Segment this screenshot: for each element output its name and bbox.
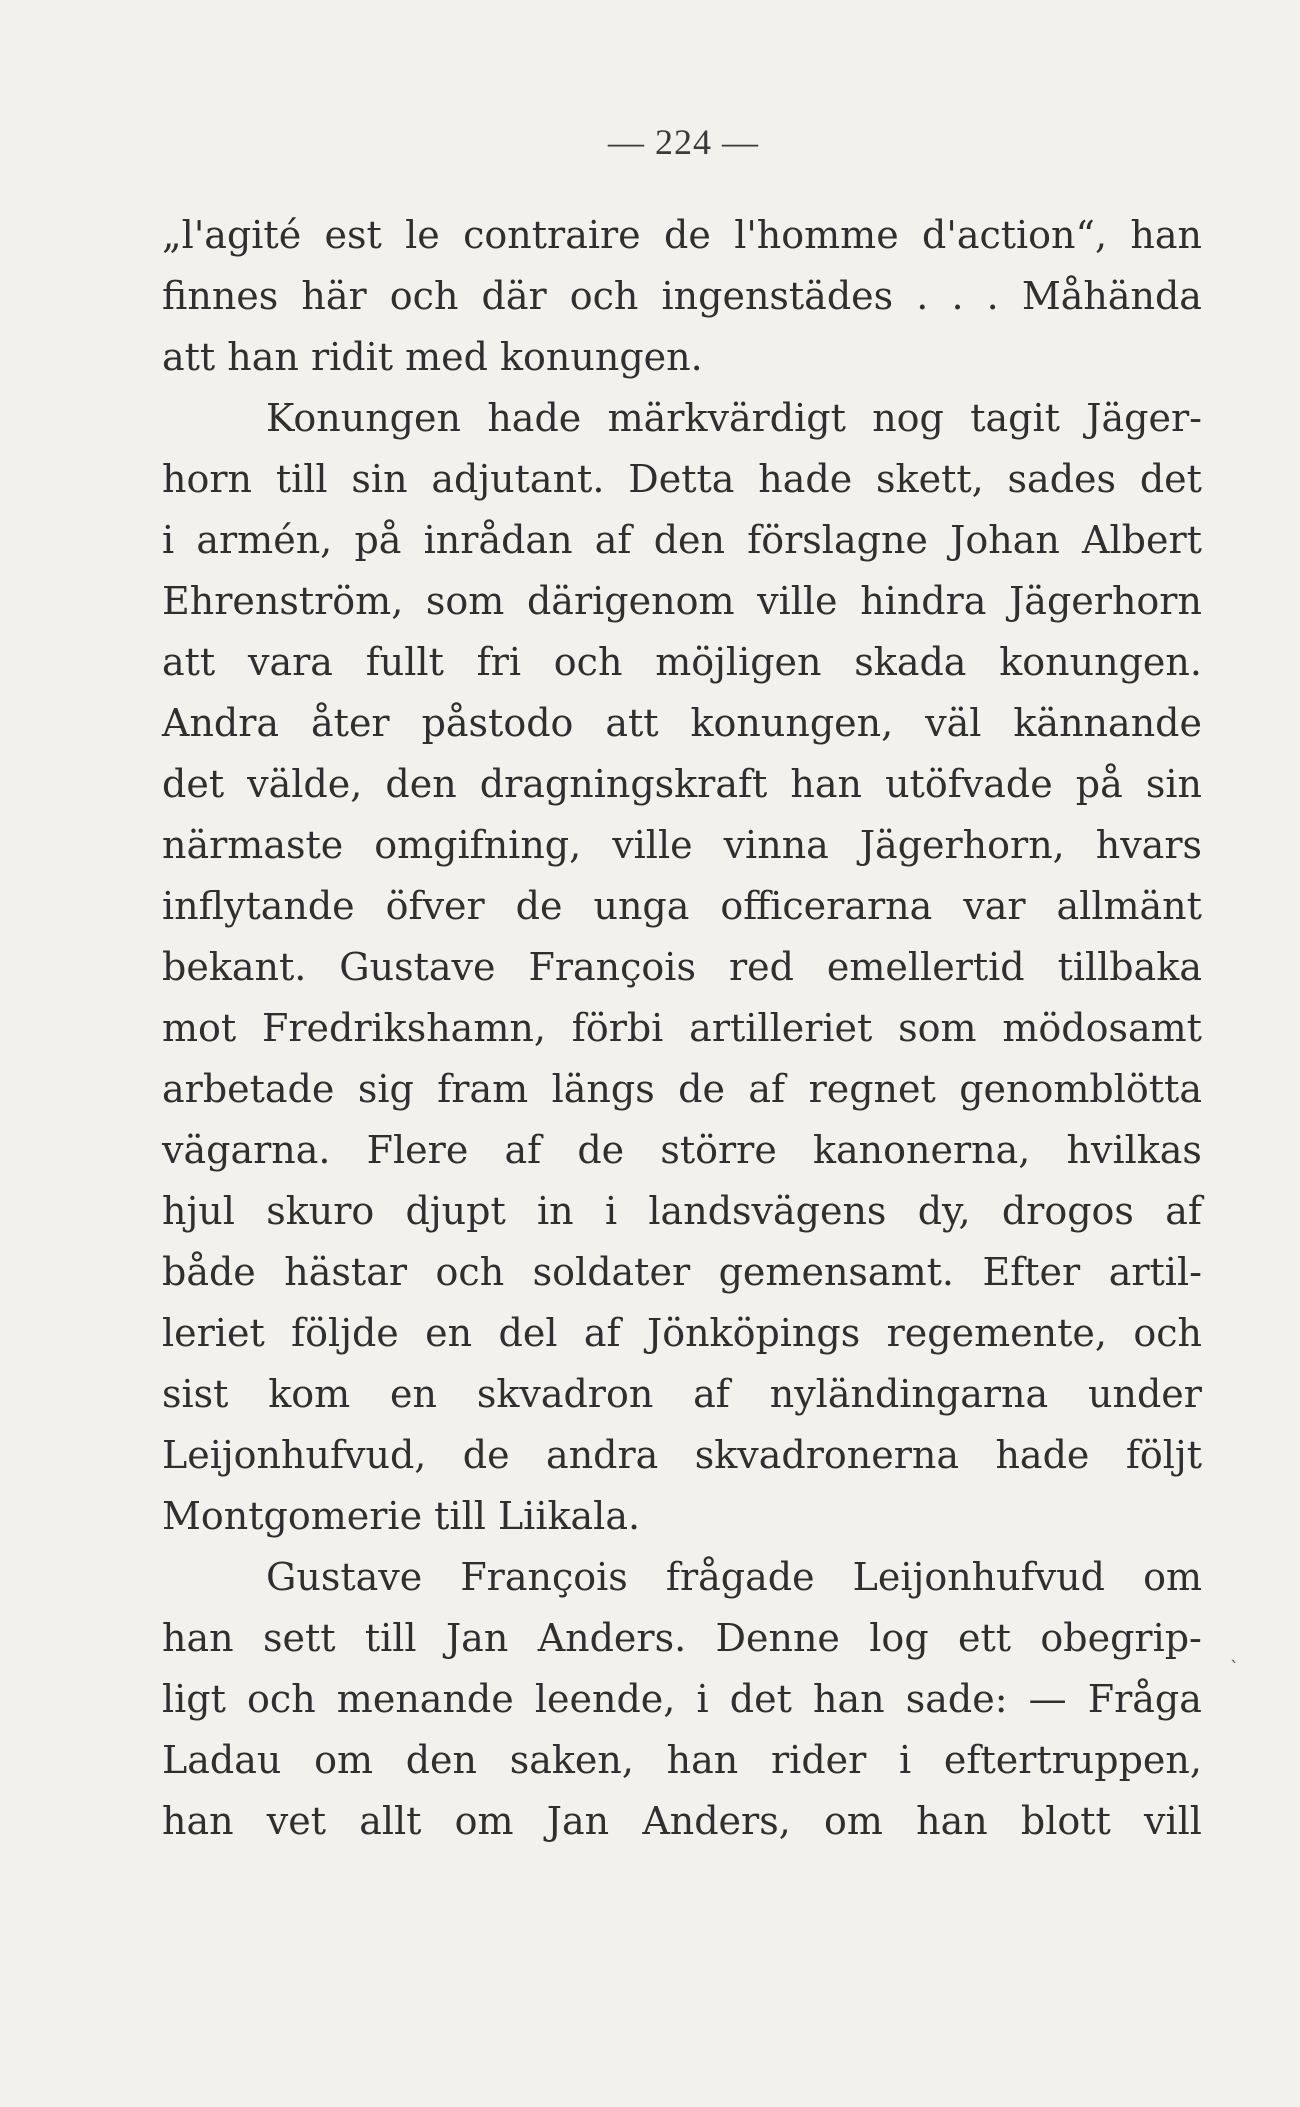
word: ett: [958, 1616, 1012, 1660]
word: arbetade: [162, 1067, 335, 1111]
word: om: [314, 1738, 373, 1782]
word: ingenstädes: [661, 274, 894, 318]
word: i: [899, 1738, 912, 1782]
word: en: [425, 1311, 473, 1355]
word: armén,: [196, 518, 333, 562]
word: landsvägens: [648, 1189, 887, 1233]
word: och: [389, 274, 459, 318]
word: det: [162, 762, 225, 806]
word: fri: [476, 640, 522, 684]
word: red: [728, 945, 794, 989]
word: Albert: [1082, 518, 1202, 562]
word: om: [454, 1799, 514, 1843]
word: både: [162, 1250, 256, 1294]
word: de: [462, 1433, 510, 1477]
word: skvadronerna: [694, 1433, 960, 1477]
word: horn: [162, 457, 252, 501]
word: frågade: [665, 1555, 815, 1599]
word: till: [275, 457, 328, 501]
word: sist: [162, 1372, 229, 1416]
word: här: [301, 274, 367, 318]
word: af: [583, 1311, 621, 1355]
word: skuro: [266, 1189, 375, 1233]
word: kännande: [1013, 701, 1202, 745]
text-line-3: att han ridit med konungen.: [162, 335, 703, 379]
word: saken,: [509, 1738, 634, 1782]
word: Jäger-: [1086, 396, 1202, 440]
word: —: [1028, 1677, 1067, 1721]
text-line-24: [162, 1608, 1202, 1669]
word: Flere: [366, 1128, 469, 1172]
word: i: [162, 518, 175, 562]
word: nyländingarna: [769, 1372, 1049, 1416]
word: .: [951, 274, 964, 318]
word: leriet: [162, 1311, 265, 1355]
word: af: [504, 1128, 542, 1172]
word: ville: [757, 579, 838, 623]
word: djupt: [405, 1189, 506, 1233]
text-line-16: [162, 1120, 1202, 1181]
word: Måhända: [1021, 274, 1202, 318]
word: de: [515, 884, 563, 928]
word: hästar: [284, 1250, 408, 1294]
word: soldater: [532, 1250, 691, 1294]
text-line-25: [162, 1669, 1202, 1730]
word: det: [729, 1677, 792, 1721]
text-line-12: [162, 876, 1202, 937]
word: hjul: [162, 1189, 235, 1233]
word: hade: [758, 457, 853, 501]
word: in: [537, 1189, 574, 1233]
text-line-5: [162, 449, 1202, 510]
word: adjutant.: [431, 457, 605, 501]
text-line-4: [162, 388, 1202, 449]
word: d'action“,: [922, 213, 1108, 257]
word: han: [790, 762, 863, 806]
word: och: [247, 1677, 316, 1721]
word: Leijonhufvud: [852, 1555, 1105, 1599]
word: Fråga: [1087, 1677, 1202, 1721]
word: leende,: [534, 1677, 676, 1721]
word: vägarna.: [162, 1128, 331, 1172]
word: som: [425, 579, 505, 623]
word: en: [390, 1372, 437, 1416]
word: Jägerhorn: [1009, 579, 1202, 623]
word: till: [364, 1616, 417, 1660]
word: omgifning,: [374, 823, 582, 867]
word: tillbaka: [1057, 945, 1202, 989]
word: skett,: [876, 457, 984, 501]
word: påstodo: [421, 701, 574, 745]
word: om: [1143, 1555, 1202, 1599]
text-line-20: [162, 1364, 1202, 1425]
word: Leijonhufvud,: [162, 1433, 427, 1477]
word: Fredrikshamn,: [262, 1006, 546, 1050]
word: Ladau: [162, 1738, 282, 1782]
word: vara: [247, 640, 333, 684]
text-line-6: [162, 510, 1202, 571]
text-line-8: [162, 632, 1202, 693]
word: artil-: [1108, 1250, 1202, 1294]
word: af: [1165, 1189, 1202, 1233]
word: Andra: [162, 701, 280, 745]
word: välde,: [247, 762, 363, 806]
word: och: [569, 274, 639, 318]
word: Gustave: [339, 945, 496, 989]
word: rider: [771, 1738, 867, 1782]
word: han: [812, 1677, 885, 1721]
word: fullt: [365, 640, 444, 684]
text-line-17: [162, 1181, 1202, 1242]
word: han: [162, 1799, 234, 1843]
text-line-19: [162, 1303, 1202, 1364]
word: de: [577, 1128, 625, 1172]
word: Anders.: [537, 1616, 687, 1660]
word: Jönköpings: [646, 1311, 861, 1355]
word: genomblötta: [959, 1067, 1202, 1111]
word: allt: [359, 1799, 422, 1843]
word: hade: [995, 1433, 1090, 1477]
word: bekant.: [162, 945, 307, 989]
word: följt: [1125, 1433, 1202, 1477]
word: på: [1075, 762, 1123, 806]
word: sett: [262, 1616, 336, 1660]
word: och: [435, 1250, 505, 1294]
word: förslagne: [747, 518, 928, 562]
word: vill: [1143, 1799, 1202, 1843]
word: kom: [268, 1372, 351, 1416]
word: af: [748, 1067, 786, 1111]
word: Anders,: [642, 1799, 791, 1843]
word: var: [963, 884, 1026, 928]
word: hade: [487, 396, 582, 440]
word: regnet: [808, 1067, 936, 1111]
word: sig: [357, 1067, 414, 1111]
text-line-13: [162, 937, 1202, 998]
word: gemensamt.: [718, 1250, 954, 1294]
word: unga: [593, 884, 690, 928]
word: sade:: [905, 1677, 1008, 1721]
word: Jan: [546, 1799, 610, 1843]
word: le: [405, 213, 440, 257]
word: finnes: [162, 274, 279, 318]
word: mot: [162, 1006, 237, 1050]
text-line-7: [162, 571, 1202, 632]
word: ville: [612, 823, 693, 867]
word: att: [605, 701, 659, 745]
word: l'homme: [734, 213, 899, 257]
word: tagit: [970, 396, 1060, 440]
word: han: [916, 1799, 988, 1843]
word: konungen,: [690, 701, 894, 745]
word: skvadron: [476, 1372, 654, 1416]
word: de: [664, 213, 711, 257]
word: väl: [925, 701, 982, 745]
word: log: [869, 1616, 929, 1660]
word: inrådan: [423, 518, 573, 562]
word: mödosamt: [1002, 1006, 1202, 1050]
word: Konungen: [266, 396, 461, 440]
text-line-27: [162, 1791, 1202, 1852]
word: fram: [437, 1067, 529, 1111]
word: ligt: [162, 1677, 226, 1721]
word: åter: [311, 701, 390, 745]
word: Jägerhorn,: [859, 823, 1065, 867]
word: Gustave: [266, 1555, 423, 1599]
text-line-2: [162, 266, 1202, 327]
word: den: [653, 518, 725, 562]
word: under: [1088, 1372, 1202, 1416]
word: regemente,: [886, 1311, 1107, 1355]
text-line-18: [162, 1242, 1202, 1303]
word: och: [553, 640, 623, 684]
word: .: [986, 274, 999, 318]
word: obegrip-: [1040, 1616, 1202, 1660]
word: Detta: [628, 457, 735, 501]
word: eftertruppen,: [943, 1738, 1202, 1782]
word: hindra: [860, 579, 987, 623]
word: del: [498, 1311, 558, 1355]
word: på: [354, 518, 402, 562]
word: contraire: [463, 213, 641, 257]
word: konungen.: [999, 640, 1202, 684]
word: Jan: [445, 1616, 509, 1660]
word: François: [528, 945, 696, 989]
word: i: [604, 1189, 618, 1233]
word: allmänt: [1056, 884, 1202, 928]
word: vet: [266, 1799, 327, 1843]
word: menande: [336, 1677, 514, 1721]
word: att: [162, 640, 216, 684]
text-line-11: [162, 815, 1202, 876]
word: sin: [1145, 762, 1202, 806]
word: andra: [546, 1433, 659, 1477]
word: hvilkas: [1066, 1128, 1202, 1172]
word: därigenom: [526, 579, 735, 623]
text-line-21: [162, 1425, 1202, 1486]
word: af: [693, 1372, 730, 1416]
word: han: [666, 1738, 739, 1782]
word: Ehrenström,: [162, 579, 404, 623]
word: „l'agité: [162, 213, 302, 257]
stray-mark: ˎ: [1230, 1643, 1239, 1664]
word: Johan: [950, 518, 1060, 562]
word: den: [385, 762, 457, 806]
word: Efter: [982, 1250, 1081, 1294]
word: kanonerna,: [812, 1128, 1031, 1172]
word: blott: [1020, 1799, 1111, 1843]
word: följde: [291, 1311, 399, 1355]
word: utöfvade: [885, 762, 1053, 806]
text-line-10: [162, 754, 1202, 815]
word: dy,: [917, 1189, 971, 1233]
text-line-14: [162, 998, 1202, 1059]
word: artilleriet: [689, 1006, 873, 1050]
word: François: [460, 1555, 628, 1599]
word: nog: [872, 396, 944, 440]
text-line-22: Montgomerie till Liikala.: [162, 1494, 641, 1538]
text-line-9: [162, 693, 1202, 754]
word: den: [405, 1738, 477, 1782]
word: märkvärdigt: [607, 396, 846, 440]
word: hvars: [1095, 823, 1202, 867]
word: närmaste: [162, 823, 344, 867]
word: drogos: [1001, 1189, 1134, 1233]
word: sades: [1007, 457, 1117, 501]
text-line-15: [162, 1059, 1202, 1120]
word: han: [1130, 213, 1202, 257]
word: som: [898, 1006, 977, 1050]
word: est: [324, 213, 382, 257]
word: .: [916, 274, 929, 318]
text-line-26: [162, 1730, 1202, 1791]
word: inflytande: [162, 884, 355, 928]
body-text: [162, 205, 1202, 1852]
word: Denne: [715, 1616, 840, 1660]
word: de: [678, 1067, 725, 1111]
word: sin: [351, 457, 408, 501]
word: om: [823, 1799, 883, 1843]
word: där: [481, 274, 547, 318]
word: vinna: [723, 823, 829, 867]
word: och: [1133, 1311, 1202, 1355]
word: han: [162, 1616, 234, 1660]
word: skada: [854, 640, 967, 684]
text-line-23: [162, 1547, 1202, 1608]
word: det: [1139, 457, 1202, 501]
text-line-1: [162, 205, 1202, 266]
word: öfver: [385, 884, 485, 928]
word: officerarna: [720, 884, 933, 928]
word: förbi: [571, 1006, 664, 1050]
word: af: [594, 518, 632, 562]
word: emellertid: [826, 945, 1025, 989]
word: i: [696, 1677, 709, 1721]
word: längs: [551, 1067, 655, 1111]
word: större: [660, 1128, 777, 1172]
word: möjligen: [655, 640, 822, 684]
word: dragningskraft: [479, 762, 768, 806]
page-number: — 224 —: [608, 122, 759, 162]
